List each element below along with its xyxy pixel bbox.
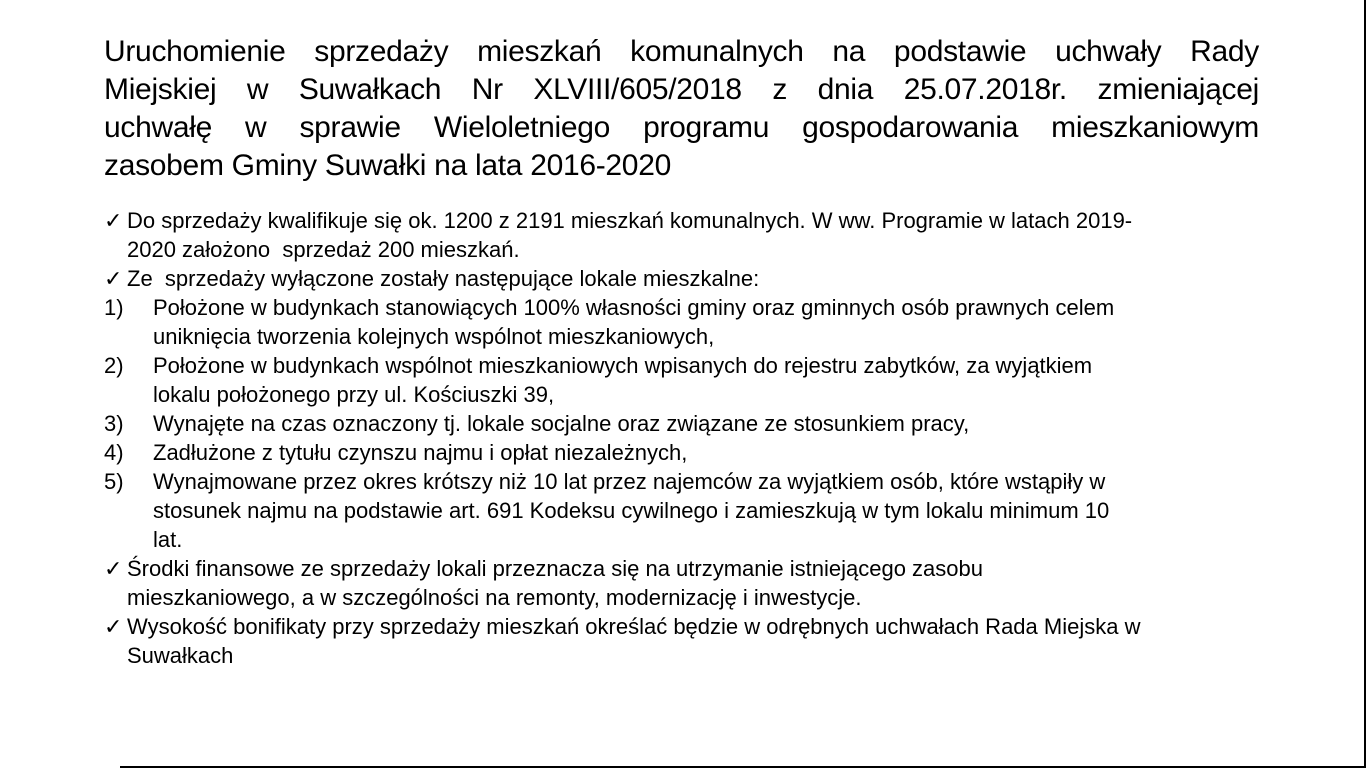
bullet-item-discount bbox=[104, 612, 1250, 670]
list-number: 4) bbox=[104, 440, 124, 465]
bullet-text-line: Położone w budynkach stanowiących 100% własności gminy oraz gminnych osób prawnych celem bbox=[153, 295, 1115, 320]
list-number: 2) bbox=[104, 353, 124, 378]
bullet-text-line: 2020 założono sprzedaż 200 mieszkań. bbox=[127, 237, 520, 262]
bullet-text-line: Suwałkach bbox=[127, 643, 234, 668]
checkmark-icon: ✓ bbox=[104, 266, 123, 291]
numbered-item-5 bbox=[104, 467, 1250, 554]
bullet-text-line: Środki finansowe ze sprzedaży lokali przeznacza się na utrzymanie istniejącego zasobu bbox=[127, 556, 984, 581]
checkmark-icon: ✓ bbox=[104, 208, 123, 233]
bullet-text-line: Wysokość bonifikaty przy sprzedaży mieszkań określać będzie w odrębnych uchwałach Rada Miejska w bbox=[127, 614, 1141, 639]
bullet-text bbox=[153, 409, 1250, 438]
bullet-text-line: stosunek najmu na podstawie art. 691 Kodeksu cywilnego i zamieszkują w tym lokalu minimum 10 bbox=[153, 498, 1110, 523]
numbered-item-1 bbox=[104, 293, 1250, 351]
bullet-text bbox=[153, 467, 1250, 554]
title-line: zasobem Gminy Suwałki na lata 2016-2020 bbox=[104, 149, 671, 182]
bullet-text-line: Ze sprzedaży wyłączone zostały następujące lokale mieszkalne: bbox=[127, 266, 760, 291]
numbered-item-4 bbox=[104, 438, 1250, 467]
checkmark-icon: ✓ bbox=[104, 614, 123, 639]
bullet-text-line: Do sprzedaży kwalifikuje się ok. 1200 z 2191 mieszkań komunalnych. W ww. Programie w latach 2019- bbox=[127, 208, 1133, 233]
bullet-text-line: Wynajęte na czas oznaczony tj. lokale socjalne oraz związane ze stosunkiem pracy, bbox=[153, 411, 970, 436]
numbered-item-2 bbox=[104, 351, 1250, 409]
bullet-text-line: lokalu położonego przy ul. Kościuszki 39, bbox=[153, 382, 555, 407]
slide-body bbox=[104, 206, 1250, 670]
bullet-item-exclusions-intro bbox=[104, 264, 1250, 293]
bullet-text-line: Położone w budynkach wspólnot mieszkaniowych wpisanych do rejestru zabytków, za wyjątkiem bbox=[153, 353, 1093, 378]
bullet-text-line: Wynajmowane przez okres krótszy niż 10 lat przez najemców za wyjątkiem osób, które wstąpiły w bbox=[153, 469, 1106, 494]
bullet-text bbox=[127, 554, 1250, 612]
bullet-item-sale-qualification bbox=[104, 206, 1250, 264]
title-line: uchwałę w sprawie Wieloletniego programu gospodarowania mieszkaniowym bbox=[104, 111, 1259, 144]
bullet-text-line: Zadłużone z tytułu czynszu najmu i opłat niezależnych, bbox=[153, 440, 688, 465]
list-number: 5) bbox=[104, 469, 124, 494]
bullet-text bbox=[153, 351, 1250, 409]
title-line: Miejskiej w Suwałkach Nr XLVIII/605/2018 z dnia 25.07.2018r. zmieniającej bbox=[104, 73, 1259, 106]
checkmark-icon: ✓ bbox=[104, 556, 123, 581]
bullet-text bbox=[127, 264, 1250, 293]
bullet-text-line: mieszkaniowego, a w szczególności na remonty, modernizację i inwestycje. bbox=[127, 585, 862, 610]
bullet-text-line: lat. bbox=[153, 527, 183, 552]
bullet-text bbox=[127, 206, 1250, 264]
bullet-text-line: uniknięcia tworzenia kolejnych wspólnot mieszkaniowych, bbox=[153, 324, 715, 349]
bullet-text bbox=[153, 293, 1250, 351]
bullet-text bbox=[127, 612, 1250, 670]
title-line: Uruchomienie sprzedaży mieszkań komunalnych na podstawie uchwały Rady bbox=[104, 35, 1259, 68]
list-number: 3) bbox=[104, 411, 124, 436]
numbered-item-3 bbox=[104, 409, 1250, 438]
bullet-item-funds-use bbox=[104, 554, 1250, 612]
list-number: 1) bbox=[104, 295, 124, 320]
slide-title bbox=[104, 33, 1259, 185]
bullet-text bbox=[153, 438, 1250, 467]
